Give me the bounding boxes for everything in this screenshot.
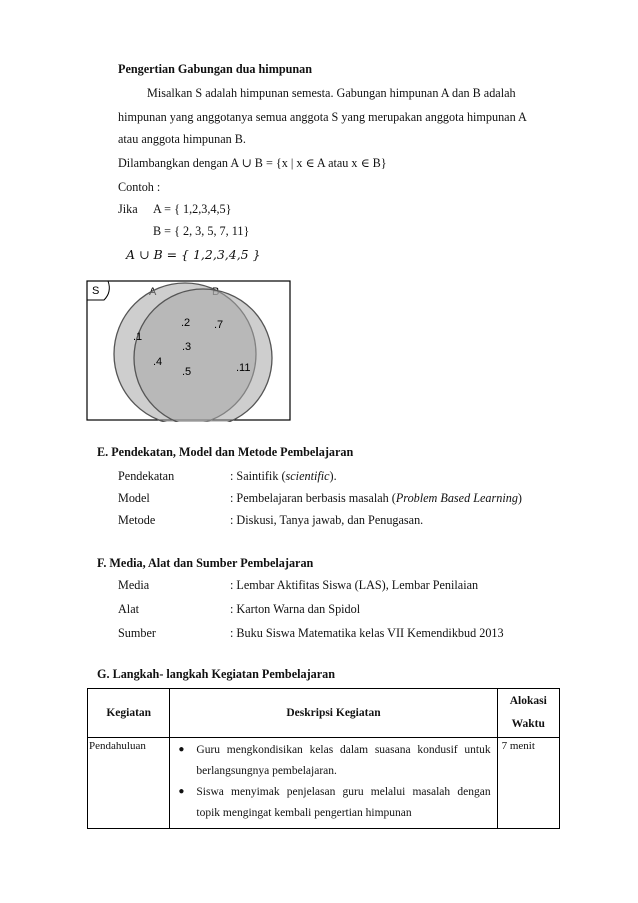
- row-label: Metode: [118, 513, 156, 527]
- row-value: : Diskusi, Tanya jawab, dan Penugasan.: [230, 513, 424, 527]
- element-only-a: .1: [133, 331, 143, 343]
- section-f-title: F. Media, Alat dan Sumber Pembelajaran: [97, 556, 314, 570]
- row-value-text: : Saintifik (scientific).: [230, 469, 337, 483]
- table-header-row: [88, 689, 560, 738]
- list-item-text: Guru mengkondisikan kelas dalam suasana kondusif untuk berlangsungnya pembelajaran.: [196, 744, 491, 777]
- cell-deskripsi: [170, 738, 497, 829]
- row-label: Alat: [118, 602, 139, 616]
- row-value: [230, 491, 522, 506]
- set-b-definition: B = { 2, 3, 5, 7, 11}: [153, 224, 250, 238]
- element-both: .5: [182, 366, 192, 378]
- section-g-title: G. Langkah- langkah Kegiatan Pembelajaran: [97, 667, 336, 681]
- example-label: Contoh :: [118, 180, 161, 194]
- element-only-b: .11: [236, 362, 251, 374]
- list-item: [178, 782, 490, 824]
- element-both: .2: [181, 317, 191, 329]
- row-label: Pendekatan: [118, 469, 175, 483]
- union-result: A ∪ B = { 1,2,3,4,5 }: [126, 247, 261, 262]
- cell-waktu: 7 menit: [497, 738, 559, 829]
- definition-line-3: atau anggota himpunan B.: [118, 132, 246, 146]
- element-only-b: .7: [214, 319, 224, 331]
- universe-label: S: [92, 285, 100, 297]
- bullet-icon: ●: [178, 786, 185, 797]
- row-label: Model: [118, 491, 150, 505]
- row-value: : Karton Warna dan Spidol: [230, 602, 361, 616]
- header-alokasi-line1: Alokasi: [509, 695, 547, 707]
- row-value-text: : Pembelajaran berbasis masalah (Problem Based Learning): [230, 491, 522, 505]
- header-kegiatan: Kegiatan: [88, 689, 170, 738]
- symbol-definition: Dilambangkan dengan A ∪ B = {x | x ∈ A atau x ∈ B}: [118, 156, 387, 170]
- row-label: Media: [118, 578, 150, 592]
- activity-table: [87, 688, 560, 829]
- section-e-title: E. Pendekatan, Model dan Metode Pembelajaran: [97, 445, 354, 459]
- header-alokasi-line2: Waktu: [511, 718, 545, 730]
- bullet-icon: ●: [178, 744, 185, 755]
- jika-label: Jika: [118, 202, 138, 216]
- row-value: : Lembar Aktifitas Siswa (LAS), Lembar Penilaian: [230, 578, 479, 592]
- header-deskripsi: Deskripsi Kegiatan: [170, 689, 497, 738]
- element-both: .3: [182, 341, 192, 353]
- definition-line-2: himpunan yang anggotanya semua anggota S yang merupakan anggota himpunan A: [118, 110, 527, 124]
- union-heading: Pengertian Gabungan dua himpunan: [118, 62, 313, 76]
- element-only-a: .4: [153, 356, 163, 368]
- row-value: : Buku Siswa Matematika kelas VII Kemendikbud 2013: [230, 626, 504, 640]
- row-label: Sumber: [118, 626, 156, 640]
- list-item: [178, 740, 490, 782]
- list-item-text: Siswa menyimak penjelasan guru melalui masalah dengan topik mengingat kembali pengertian himpunan: [196, 786, 491, 819]
- cell-kegiatan: Pendahuluan: [88, 738, 170, 829]
- row-value: [230, 469, 337, 484]
- set-a-definition: A = { 1,2,3,4,5}: [153, 202, 232, 216]
- table-row: [88, 738, 560, 829]
- venn-diagram: [86, 280, 292, 422]
- header-alokasi: [497, 689, 559, 738]
- definition-line-1: Misalkan S adalah himpunan semesta. Gabungan himpunan A dan B adalah: [147, 86, 516, 100]
